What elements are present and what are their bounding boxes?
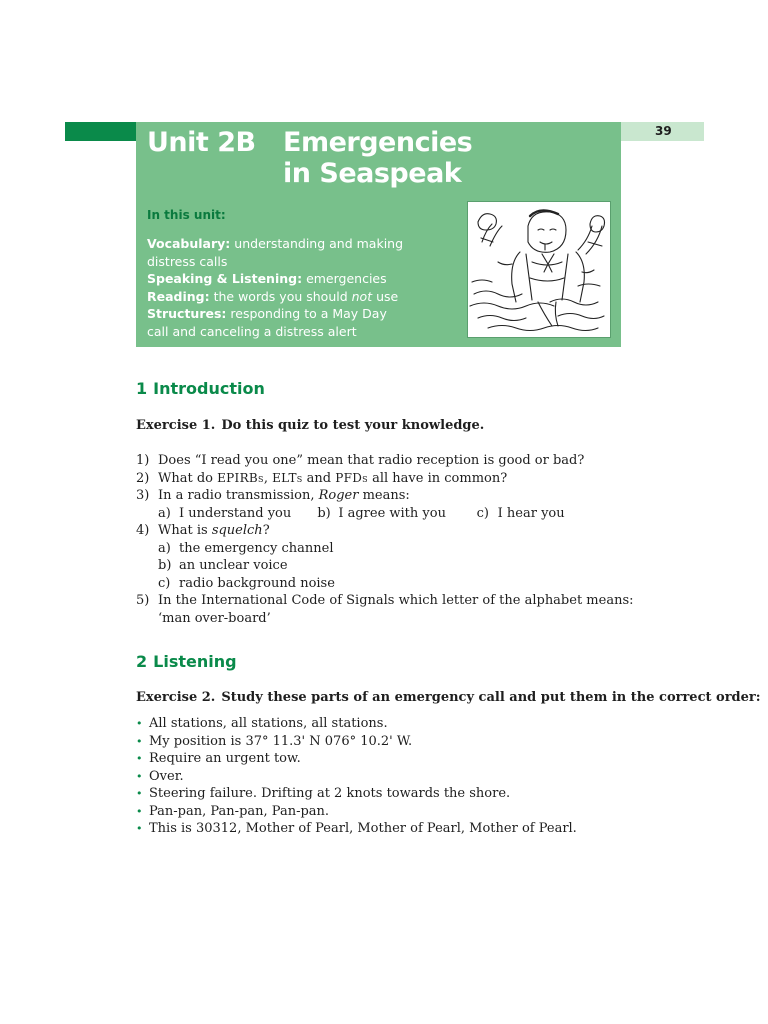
list-item [136, 820, 636, 838]
quiz-question [136, 470, 636, 488]
question-text: Does “I read you one” mean that radio reception is good or bad? [158, 453, 585, 468]
list-item-text: Over. [149, 768, 184, 784]
option-letter: b) [158, 558, 172, 573]
answer-options [158, 505, 636, 523]
summary-text: emergencies [302, 271, 387, 286]
list-item-text: My position is 37° 11.3' N 076° 10.2' W. [149, 733, 413, 749]
section-title: Listening [153, 652, 237, 671]
acronym: EPIRBs [217, 470, 264, 485]
question-text: all have in common? [367, 470, 508, 486]
exercise-text: Do this quiz to test your knowledge. [221, 418, 485, 433]
answer-option [158, 540, 636, 558]
answer-option [158, 557, 636, 575]
exercise-label: Exercise 2. [136, 690, 216, 705]
summary-label: Structures: [147, 306, 227, 321]
summary-text: responding to a May Day call and canceling a distress alert [147, 306, 387, 339]
list-item-text: All stations, all stations, all stations. [149, 716, 388, 731]
bullet-icon: • [136, 752, 143, 765]
answer-option [477, 505, 636, 523]
exercise-text: Study these parts of an emergency call and put them in the correct order: [221, 690, 761, 705]
quiz-question [136, 592, 636, 627]
summary-text: the words you should [209, 288, 352, 304]
question-text: , [263, 470, 273, 486]
list-item [136, 785, 636, 803]
answer-option [317, 505, 476, 523]
summary-emphasis: not [351, 288, 373, 304]
unit-title: Emergencies in Seaspeak [283, 127, 473, 189]
option-text: I understand you [179, 505, 292, 521]
term-italic: squelch [211, 523, 263, 538]
man-overboard-illustration [467, 201, 611, 338]
summary-text: use [372, 288, 399, 304]
option-text: I agree with you [338, 505, 446, 521]
summary-label: Speaking & Listening: [147, 271, 303, 286]
answer-option [158, 505, 317, 523]
list-item-text: Pan-pan, Pan-pan, Pan-pan. [149, 803, 330, 819]
question-text: What is [158, 523, 212, 538]
summary-label: Reading: [147, 288, 210, 304]
question-text: In the International Code of Signals which letter of the alphabet means: ‘man over-board’ [158, 593, 634, 626]
option-letter: a) [158, 540, 171, 556]
acronym: PFDs [335, 470, 368, 485]
in-this-unit-label: In this unit: [147, 208, 226, 222]
question-text: ? [262, 523, 270, 538]
bullet-icon: • [136, 769, 143, 783]
bullet-icon: • [136, 787, 143, 800]
quiz-question [136, 452, 636, 470]
summary-vocabulary [147, 235, 407, 270]
list-item [136, 803, 636, 821]
option-letter: c) [476, 505, 490, 521]
question-text: means: [358, 488, 410, 503]
section-number: 1 [136, 379, 148, 398]
list-item [136, 750, 636, 768]
bullet-icon: • [136, 734, 143, 748]
summary-label: Vocabulary: [147, 236, 231, 251]
term-italic: Roger [318, 488, 359, 503]
unit-summary [147, 235, 407, 340]
quiz-list [136, 452, 636, 627]
question-number: 5) [136, 593, 150, 608]
exercise-1-instruction [136, 418, 484, 433]
bullet-icon: • [136, 804, 143, 818]
question-number: 4) [136, 523, 150, 538]
section-heading-introduction [136, 379, 265, 398]
question-number: 2) [136, 470, 150, 486]
summary-text: understanding and making distress calls [147, 236, 404, 269]
option-letter: b) [317, 505, 331, 521]
option-text: the emergency channel [179, 540, 334, 556]
exercise-label: Exercise 1. [136, 418, 216, 433]
exercise-2-instruction [136, 690, 761, 705]
list-item [136, 715, 636, 733]
question-text: and [302, 470, 336, 486]
list-item-text: Require an urgent tow. [149, 751, 301, 766]
list-item-text: This is 30312, Mother of Pearl, Mother of Pearl, Mother of Pearl. [149, 821, 577, 836]
emergency-call-parts-list [136, 715, 636, 838]
page-number: 39 [655, 124, 672, 138]
section-title: Introduction [153, 379, 265, 398]
bullet-icon: • [136, 717, 143, 730]
header-accent-bar [65, 122, 136, 141]
quiz-question [136, 522, 636, 592]
list-item [136, 768, 636, 786]
summary-structures [147, 305, 407, 340]
answer-option [158, 575, 636, 593]
option-text: an unclear voice [179, 558, 288, 573]
drowning-man-drawing [468, 202, 610, 337]
option-letter: c) [158, 575, 171, 591]
question-text: In a radio transmission, [158, 488, 319, 503]
option-text: radio background noise [179, 575, 335, 591]
unit-code: Unit 2B [147, 127, 256, 158]
quiz-question [136, 487, 636, 522]
acronym: ELTs [272, 470, 303, 485]
section-number: 2 [136, 652, 148, 671]
question-number: 1) [136, 453, 150, 468]
summary-speaking-listening [147, 270, 407, 288]
bullet-icon: • [136, 822, 143, 835]
section-heading-listening [136, 652, 237, 671]
question-number: 3) [136, 488, 150, 503]
list-item-text: Steering failure. Drifting at 2 knots towards the shore. [149, 786, 511, 801]
list-item [136, 733, 636, 751]
question-text: What do [158, 470, 218, 486]
option-text: I hear you [497, 505, 565, 521]
option-letter: a) [158, 505, 171, 521]
summary-reading [147, 288, 407, 306]
